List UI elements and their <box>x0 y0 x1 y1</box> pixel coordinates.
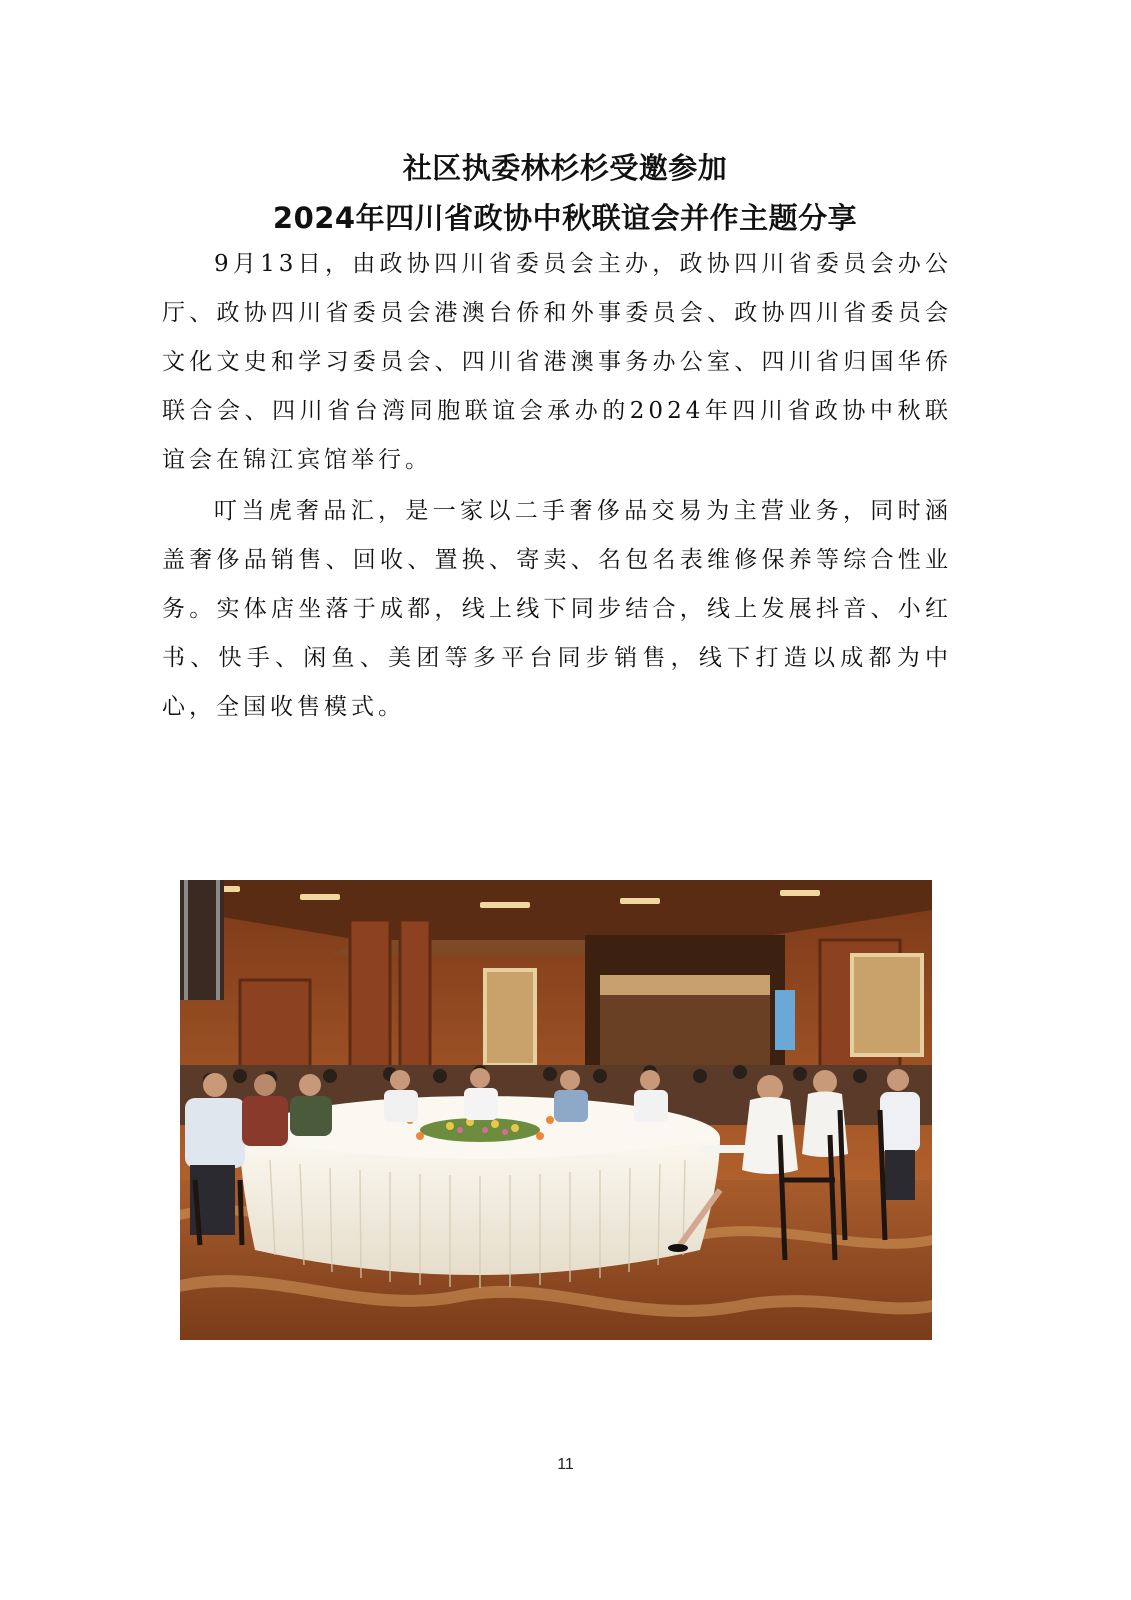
event-photo <box>180 880 932 1340</box>
paragraph-company-intro: 叮当虎奢品汇，是一家以二手奢侈品交易为主营业务，同时涵盖奢侈品销售、回收、置换、寄卖、名包名表维修保养等综合性业务。实体店坐落于成都，线上线下同步结合，线上发展抖音、小红书、快手、闲鱼、美团等多平台同步销售，线下打造以成都为中心，全国收售模式。 <box>162 498 952 720</box>
document-title-line-1: 社区执委林杉杉受邀参加 <box>402 151 728 185</box>
page-number: 11 <box>557 1456 574 1473</box>
document-title-line-2: 2024年四川省政协中秋联谊会并作主题分享 <box>272 201 858 235</box>
paragraph-event-intro: 9月13日，由政协四川省委员会主办，政协四川省委员会办公厅、政协四川省委员会港澳台侨和外事委员会、政协四川省委员会文化文史和学习委员会、四川省港澳事务办公室、四川省归国华侨联合会、四川省台湾同胞联谊会承办的2024年四川省政协中秋联谊会在锦江宾馆举行。 <box>162 251 952 473</box>
